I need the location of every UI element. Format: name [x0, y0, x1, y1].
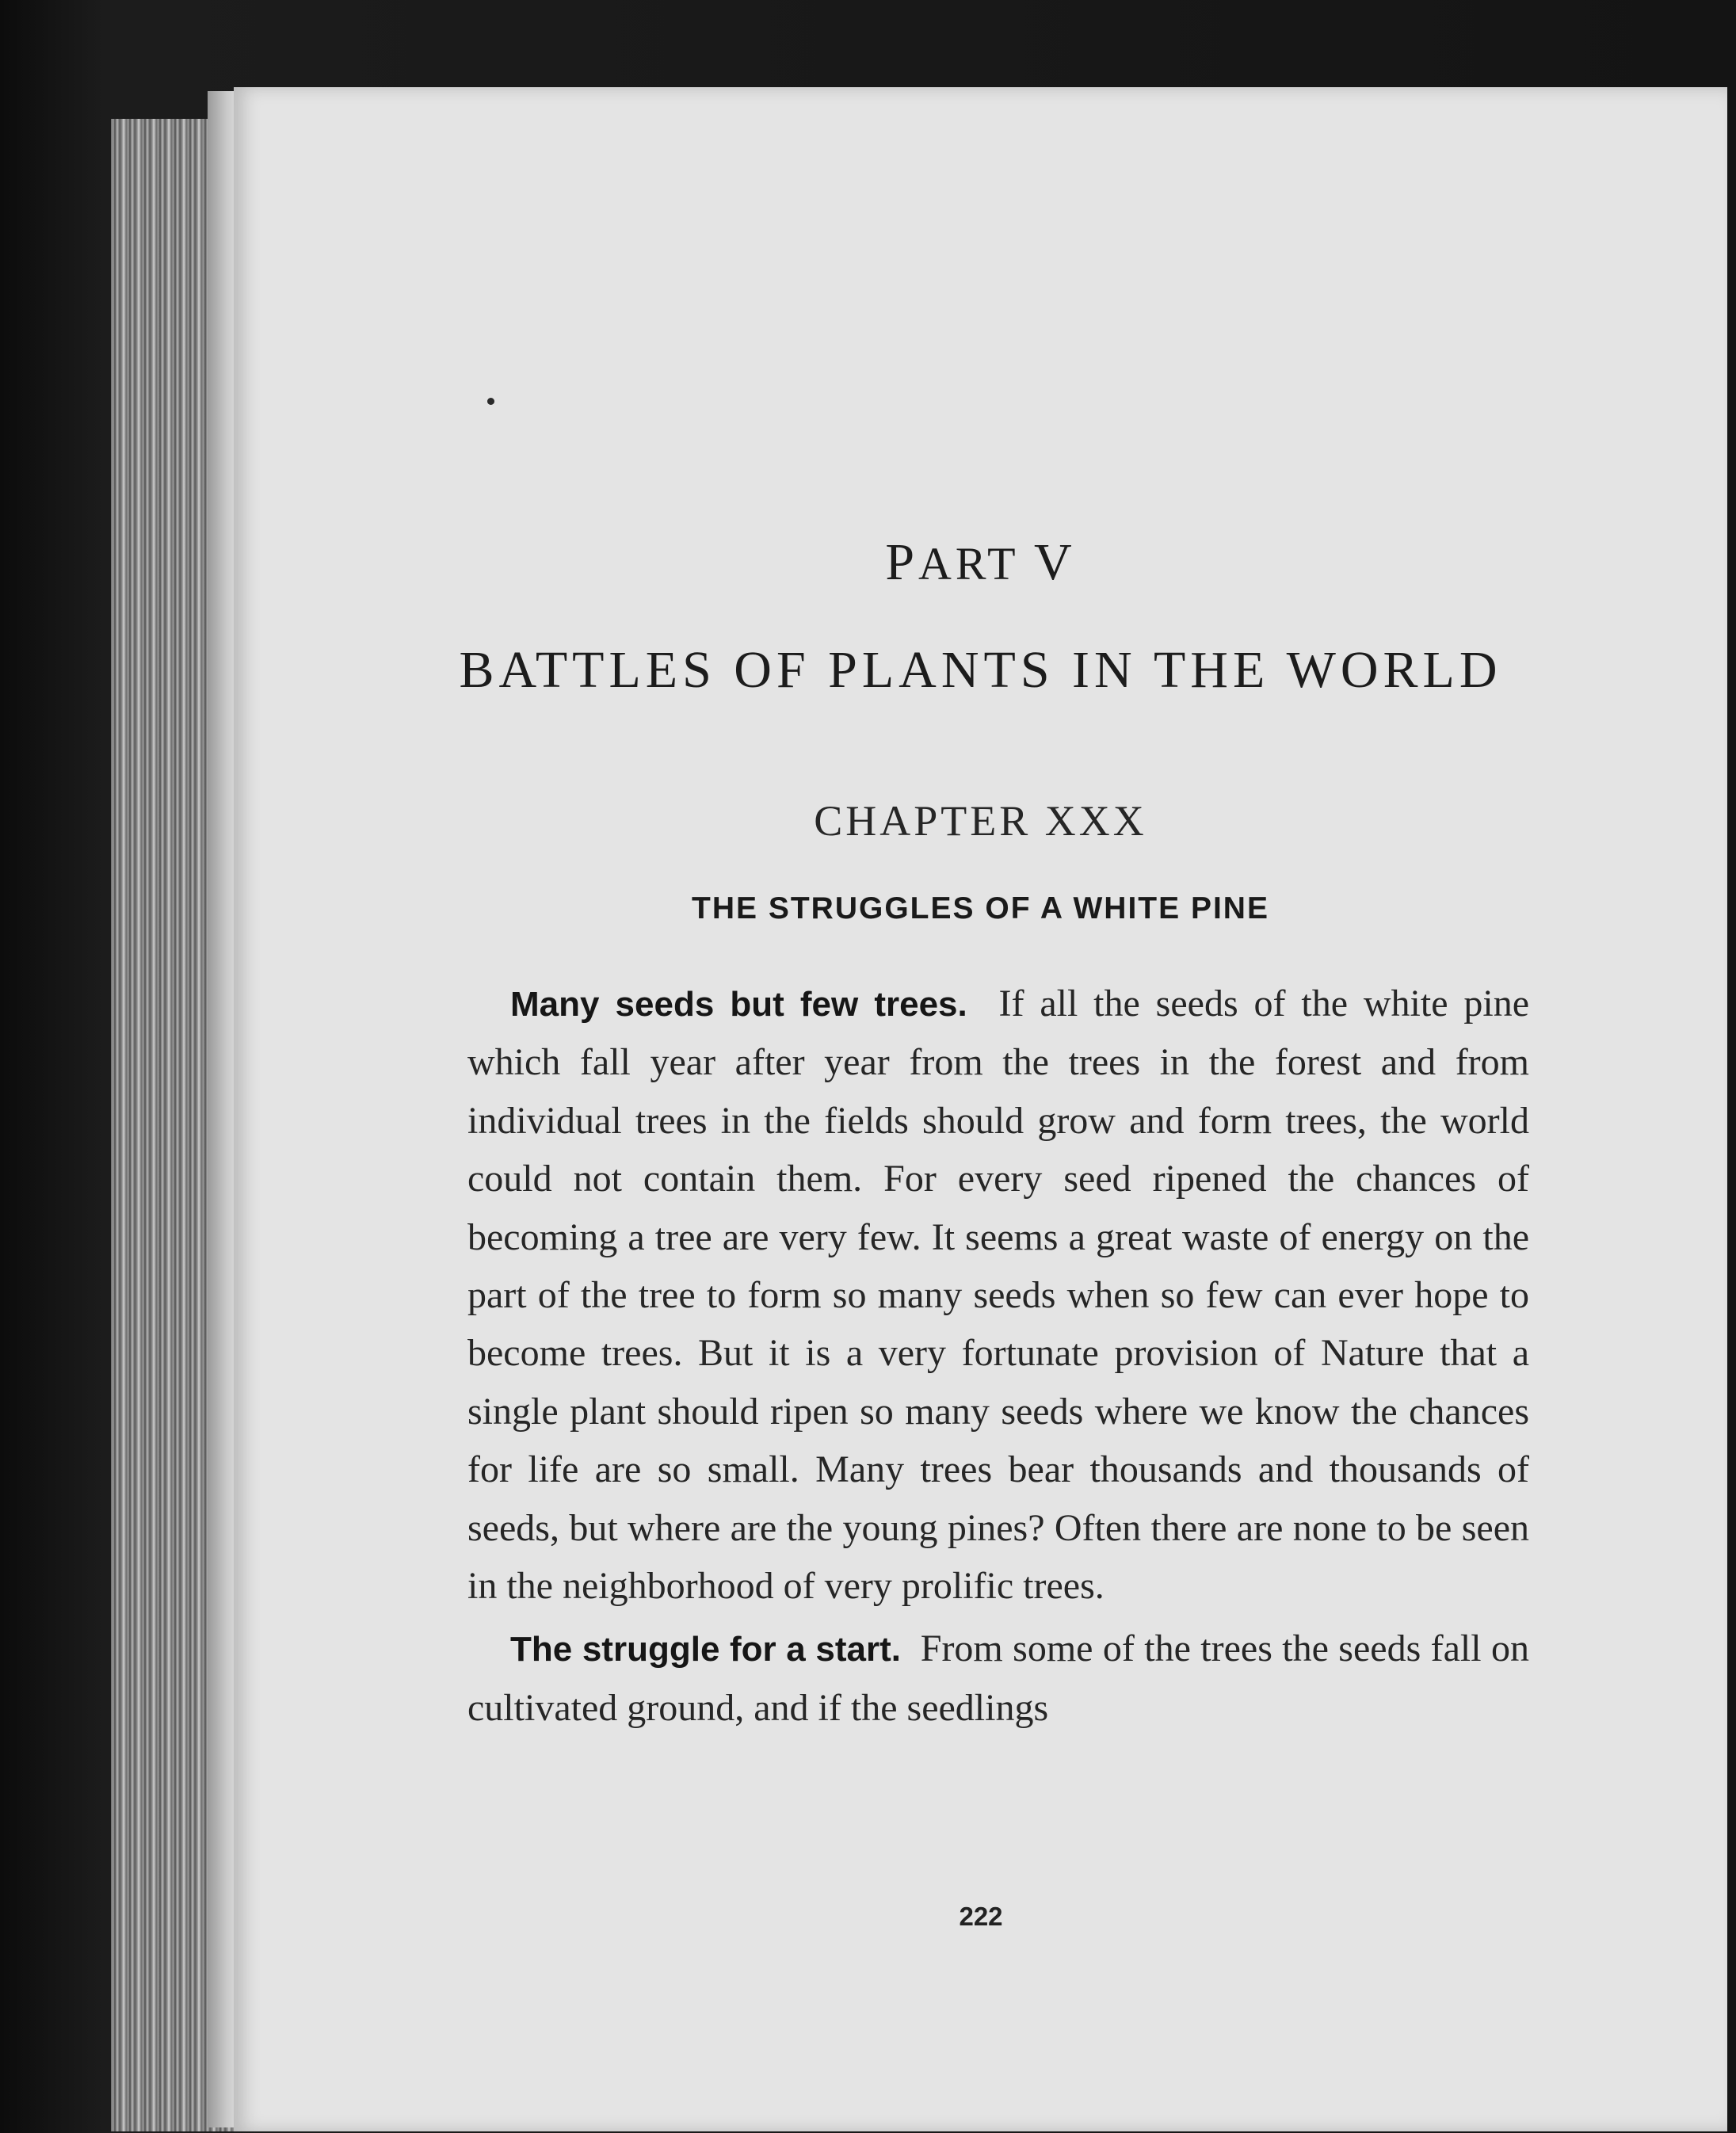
paragraph: [467, 1620, 1529, 1737]
section-title: BATTLES OF PLANTS IN THE WORLD: [459, 641, 1502, 699]
part-numeral: V: [1034, 533, 1076, 591]
paragraph: [467, 975, 1529, 1615]
paragraph-lead: The struggle for a start.: [510, 1630, 901, 1669]
page-number: 222: [959, 1902, 1003, 1931]
paragraph-text: If all the seeds of the white pine which fall year after year from the trees in the forest and from individual trees in the fields should grow and form trees, the world could not contain them. For every seed ripened the chances of becoming a tree are very few. It seems a great waste of energy on the part of the tree to form so many seeds when so few can ever hope to become trees. But it is a very fortunate provision of Nature that a single plant should ripen so many seeds where we know the chances for life are so small. Many trees bear thousands and thousands of seeds, but where are the young pines? Often there are none to be seen in the neighborhood of very prolific trees.: [467, 983, 1530, 1608]
paragraph-lead: Many seeds but few trees.: [510, 985, 967, 1024]
chapter-heading: CHAPTER XXX: [814, 797, 1147, 845]
body-text: [467, 975, 1529, 1737]
part-word-rest: ART: [918, 538, 1019, 590]
part-heading: [234, 532, 1727, 593]
chapter-title: THE STRUGGLES OF A WHITE PINE: [692, 891, 1269, 925]
paragraph-text: From some of the trees the seeds fall on cultivated ground, and if the seedlings: [467, 1627, 1529, 1729]
ink-speck: [487, 398, 494, 405]
part-first-letter: P: [885, 533, 919, 591]
